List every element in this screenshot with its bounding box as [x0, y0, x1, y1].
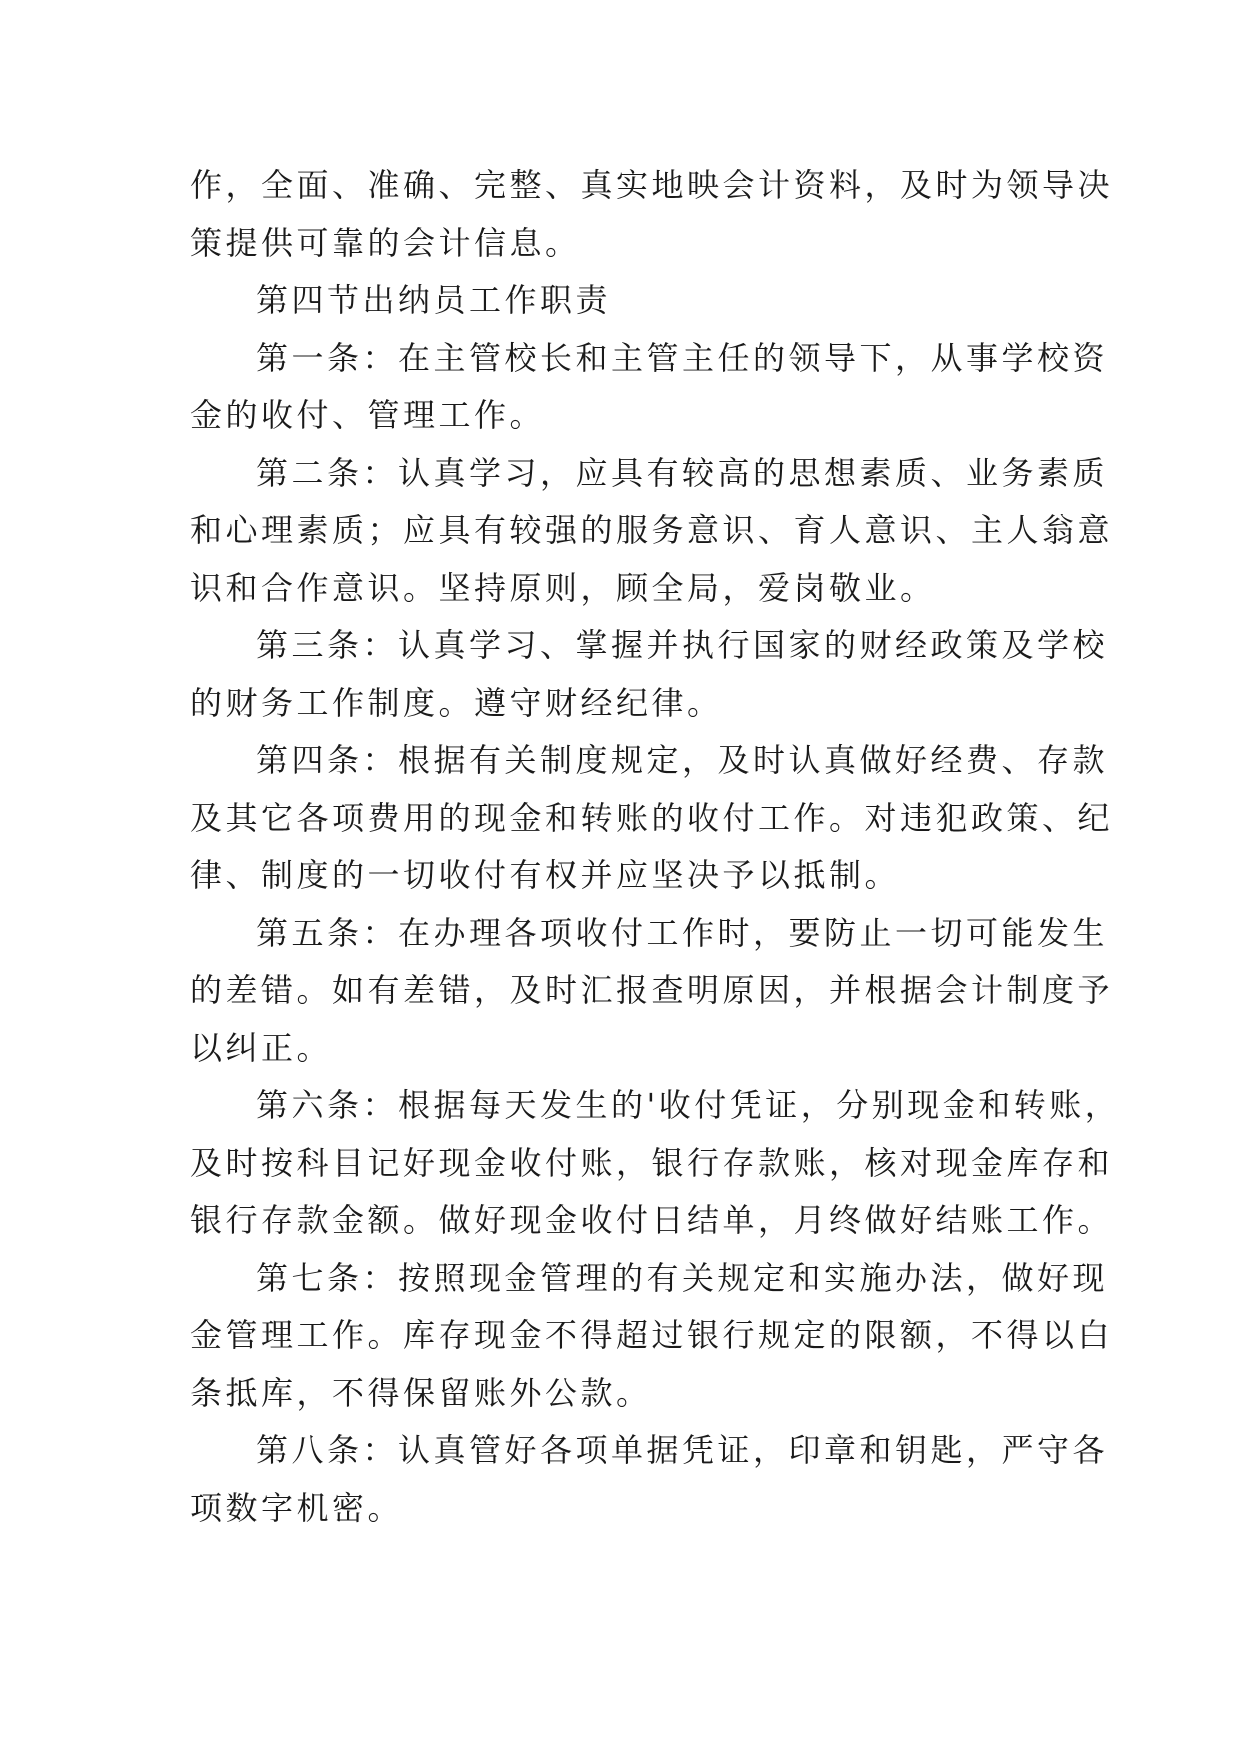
text-line: 及其它各项费用的现金和转账的收付工作。对违犯政策、纪	[190, 798, 1114, 837]
text-line: 作，全面、准确、完整、真实地映会计资料，及时为领导决	[190, 166, 1114, 204]
text-line: 金的收付、管理工作。	[190, 396, 546, 434]
text-line: 策提供可靠的会计信息。	[190, 223, 581, 262]
text-line: 和心理素质；应具有较强的服务意识、育人意识、主人翁意	[190, 511, 1114, 549]
text-line: 项数字机密。	[190, 1488, 404, 1527]
text-line: 以纠正。	[190, 1028, 333, 1067]
text-line: 第一条：在主管校长和主管主任的领导下，从事学校资	[256, 338, 1109, 377]
text-line: 第七条：按照现金管理的有关规定和实施办法，做好现	[256, 1258, 1109, 1297]
text-line: 条抵库，不得保留账外公款。	[190, 1373, 652, 1412]
text-line: 第六条：根据每天发生的'收付凭证，分别现金和转账，	[256, 1086, 1121, 1124]
text-line: 第五条：在办理各项收付工作时，要防止一切可能发生	[256, 913, 1109, 952]
section-heading: 第四节出纳员工作职责	[256, 281, 612, 319]
text-line: 金管理工作。库存现金不得超过银行规定的限额，不得以白	[190, 1316, 1114, 1354]
document-body	[190, 157, 1121, 1537]
text-line: 律、制度的一切收付有权并应坚决予以抵制。	[190, 856, 901, 894]
text-line: 第八条：认真管好各项单据凭证，印章和钥匙，严守各	[256, 1431, 1109, 1469]
text-line: 的财务工作制度。遵守财经纪律。	[190, 683, 723, 722]
text-line: 及时按科目记好现金收付账，银行存款账，核对现金库存和	[190, 1143, 1114, 1182]
text-line: 识和合作意识。坚持原则，顾全局，爱岗敬业。	[190, 568, 936, 607]
text-line: 银行存款金额。做好现金收付日结单，月终做好结账工作。	[190, 1201, 1114, 1239]
text-line: 的差错。如有差错，及时汇报查明原因，并根据会计制度予	[190, 971, 1114, 1009]
text-line: 第三条：认真学习、掌握并执行国家的财经政策及学校	[256, 626, 1109, 664]
text-line: 第二条：认真学习，应具有较高的思想素质、业务素质	[256, 453, 1109, 492]
text-line: 第四条：根据有关制度规定，及时认真做好经费、存款	[256, 741, 1109, 779]
